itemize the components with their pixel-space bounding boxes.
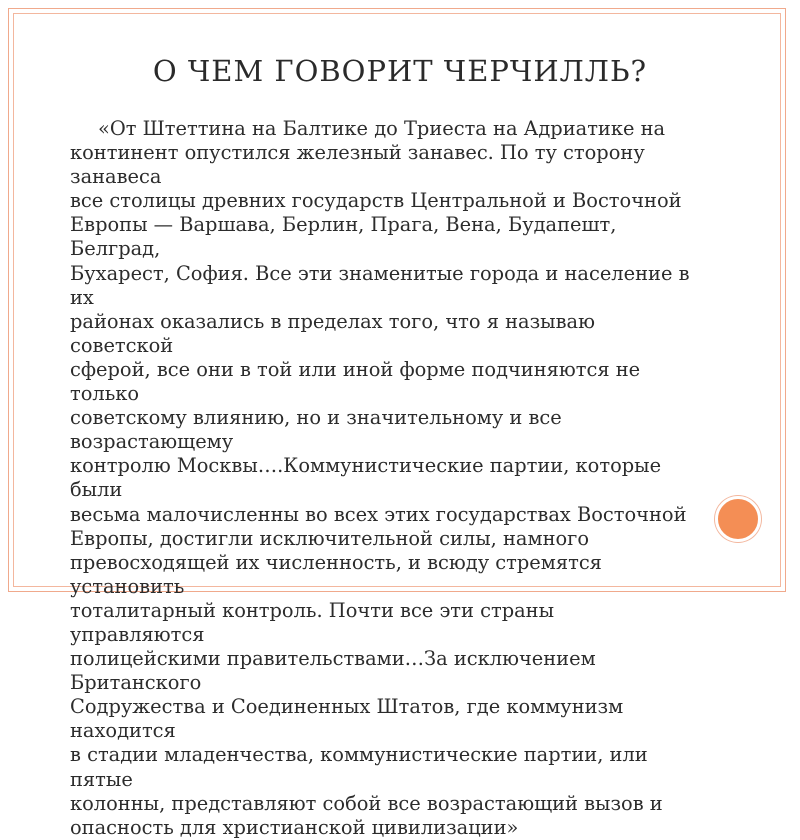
slide-title: О ЧЕМ ГОВОРИТ ЧЕРЧИЛЛЬ? — [152, 54, 648, 88]
quote-body: «От Штеттина на Балтике до Триеста на Адриатике на континент опустился железный занавес. По ту сторону занавеса все столицы древних государств Центральной и Восточной Европы — Варшава, Берлин, Прага, Вена, Будапешт, Белград, Бухарест, София. Все эти знаменитые города и население в их районах оказались в пределах того, что я называю советской сферой, все они в той или иной форме подчиняются не только советскому влиянию, но и значительному и все возрастающему контролю Москвы….Коммунистические партии, которые были весьма малочисленны во всех этих государствах Восточной Европы, достигли исключительной силы, намного превосходящей их численность, и всюду стремятся установить тоталитарный контроль. Почти все эти страны управляются полицейскими правительствами…За исключением Британского Содружества и Соединенных Штатов, где коммунизм находится в стадии младенчества, коммунистические партии, или пятые колонны, представляют собой все возрастающий вызов и опасность для христианской цивилизации» — [70, 117, 690, 839]
decorative-circle — [715, 496, 761, 542]
